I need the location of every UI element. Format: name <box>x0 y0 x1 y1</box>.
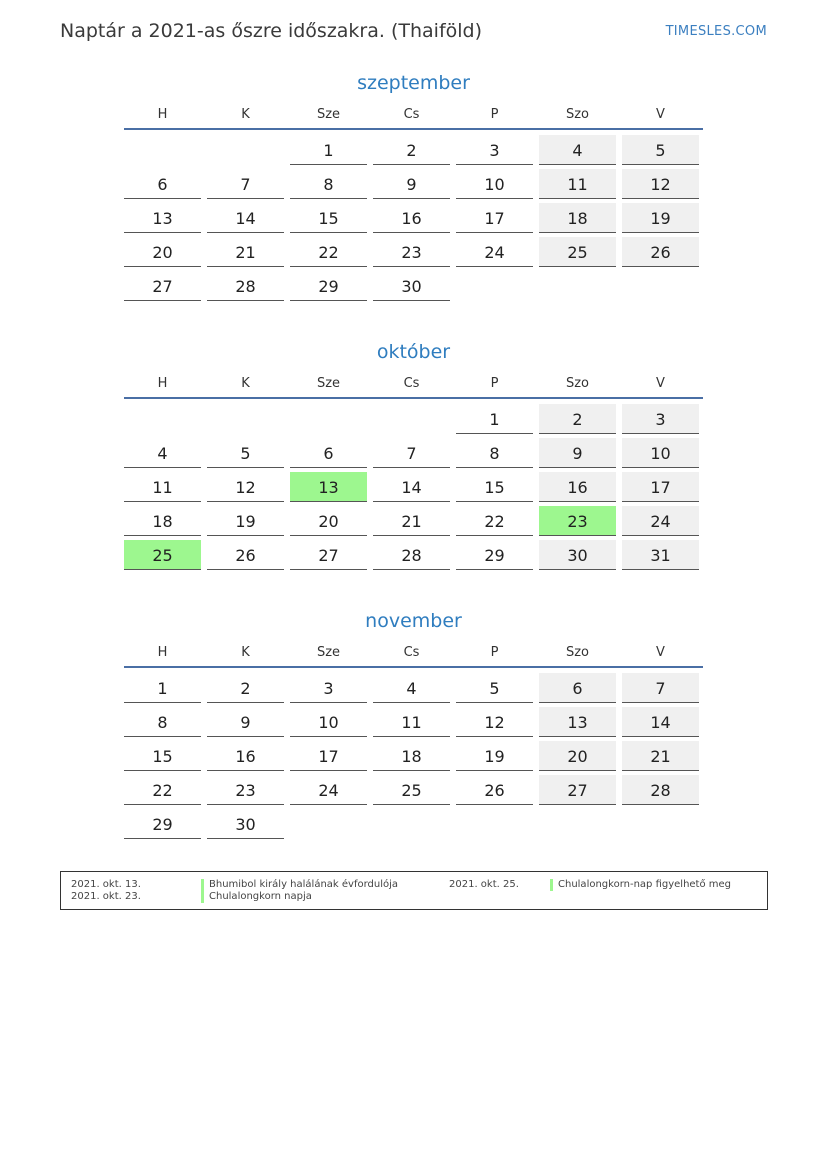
month-title: szeptember <box>357 72 470 94</box>
day-cell: 20 <box>539 741 616 771</box>
day-cell: 2 <box>207 673 284 703</box>
day-cell: 17 <box>290 741 367 771</box>
day-empty <box>622 271 699 301</box>
day-cell: 1 <box>124 673 201 703</box>
week-row <box>124 135 703 165</box>
day-cell: 18 <box>373 741 450 771</box>
day-cell: 2 <box>373 135 450 165</box>
weekday-label: Cs <box>403 376 420 391</box>
week-row <box>124 540 703 570</box>
day-cell: 20 <box>290 506 367 536</box>
weekday-label: Szo <box>565 376 590 391</box>
day-cell: 11 <box>124 472 201 502</box>
day-cell: 28 <box>373 540 450 570</box>
month-1 <box>124 339 703 570</box>
week-row <box>124 472 703 502</box>
weekday-label: P <box>490 376 499 391</box>
day-cell: 21 <box>373 506 450 536</box>
day-cell: 7 <box>373 438 450 468</box>
day-cell: 16 <box>373 203 450 233</box>
day-cell: 31 <box>622 540 699 570</box>
day-cell: 19 <box>456 741 533 771</box>
day-cell: 7 <box>622 673 699 703</box>
week-row <box>124 438 703 468</box>
day-cell: 18 <box>124 506 201 536</box>
week-row <box>124 169 703 199</box>
week-row <box>124 404 703 434</box>
day-cell: 23 <box>539 506 616 536</box>
day-empty <box>456 271 533 301</box>
day-cell: 10 <box>456 169 533 199</box>
page-title: Naptár a 2021-as őszre időszakra. (Thaiföld) <box>60 20 483 42</box>
day-cell: 17 <box>456 203 533 233</box>
weekday-label: Szo <box>565 645 590 660</box>
day-cell: 12 <box>456 707 533 737</box>
weekday-label: Sze <box>316 645 341 660</box>
day-cell: 19 <box>207 506 284 536</box>
week-row <box>124 203 703 233</box>
day-cell: 5 <box>622 135 699 165</box>
day-cell: 9 <box>373 169 450 199</box>
day-cell: 8 <box>456 438 533 468</box>
day-cell: 3 <box>622 404 699 434</box>
day-empty <box>124 404 201 434</box>
day-cell: 28 <box>622 775 699 805</box>
day-empty <box>207 404 284 434</box>
day-cell: 29 <box>290 271 367 301</box>
weekday-label: P <box>490 107 499 122</box>
legend-holiday-name: Bhumibol király halálának évfordulója <box>201 879 398 891</box>
day-cell: 21 <box>207 237 284 267</box>
day-cell: 26 <box>622 237 699 267</box>
day-empty <box>207 135 284 165</box>
day-cell: 22 <box>124 775 201 805</box>
weekday-header <box>124 106 703 130</box>
day-cell: 1 <box>456 404 533 434</box>
weekday-label: Cs <box>403 645 420 660</box>
day-empty <box>539 271 616 301</box>
day-cell: 20 <box>124 237 201 267</box>
day-cell: 22 <box>456 506 533 536</box>
day-cell: 26 <box>207 540 284 570</box>
day-cell: 30 <box>373 271 450 301</box>
day-cell: 9 <box>539 438 616 468</box>
day-cell: 15 <box>456 472 533 502</box>
week-row <box>124 707 703 737</box>
day-cell: 11 <box>539 169 616 199</box>
day-empty <box>373 404 450 434</box>
day-cell: 16 <box>207 741 284 771</box>
day-cell: 29 <box>456 540 533 570</box>
day-cell: 25 <box>539 237 616 267</box>
weekday-label: K <box>241 107 250 122</box>
day-cell: 6 <box>124 169 201 199</box>
day-cell: 12 <box>207 472 284 502</box>
day-cell: 15 <box>124 741 201 771</box>
day-cell: 13 <box>290 472 367 502</box>
day-cell: 8 <box>124 707 201 737</box>
legend-holiday-name: Chulalongkorn-nap figyelhető meg <box>550 879 731 891</box>
weekday-label: Cs <box>403 107 420 122</box>
weekday-header <box>124 644 703 668</box>
day-cell: 3 <box>290 673 367 703</box>
weekday-label: Sze <box>316 107 341 122</box>
month-2 <box>124 608 703 839</box>
week-row <box>124 809 703 839</box>
day-cell: 6 <box>539 673 616 703</box>
day-cell: 8 <box>290 169 367 199</box>
day-cell: 4 <box>373 673 450 703</box>
day-cell: 11 <box>373 707 450 737</box>
week-row <box>124 237 703 267</box>
day-cell: 10 <box>290 707 367 737</box>
month-title: október <box>376 341 451 363</box>
week-row <box>124 775 703 805</box>
day-cell: 27 <box>124 271 201 301</box>
legend-date: 2021. okt. 25. <box>449 879 519 890</box>
day-cell: 30 <box>539 540 616 570</box>
day-cell: 23 <box>207 775 284 805</box>
day-cell: 27 <box>539 775 616 805</box>
weekday-label: K <box>241 376 250 391</box>
weekday-label: Szo <box>565 107 590 122</box>
day-empty <box>373 809 450 839</box>
holiday-legend <box>60 871 768 910</box>
day-cell: 5 <box>207 438 284 468</box>
legend-date: 2021. okt. 13. <box>71 879 141 890</box>
weekday-label: H <box>157 645 168 660</box>
day-cell: 14 <box>622 707 699 737</box>
day-cell: 24 <box>290 775 367 805</box>
day-cell: 26 <box>456 775 533 805</box>
day-cell: 21 <box>622 741 699 771</box>
week-row <box>124 741 703 771</box>
day-cell: 27 <box>290 540 367 570</box>
day-cell: 24 <box>622 506 699 536</box>
day-cell: 22 <box>290 237 367 267</box>
day-cell: 4 <box>124 438 201 468</box>
month-0 <box>124 70 703 301</box>
day-cell: 7 <box>207 169 284 199</box>
day-empty <box>539 809 616 839</box>
day-cell: 12 <box>622 169 699 199</box>
week-row <box>124 673 703 703</box>
day-cell: 25 <box>373 775 450 805</box>
day-cell: 3 <box>456 135 533 165</box>
day-cell: 16 <box>539 472 616 502</box>
day-cell: 25 <box>124 540 201 570</box>
weekday-header <box>124 375 703 399</box>
day-cell: 2 <box>539 404 616 434</box>
day-cell: 9 <box>207 707 284 737</box>
day-cell: 14 <box>373 472 450 502</box>
day-cell: 28 <box>207 271 284 301</box>
day-cell: 23 <box>373 237 450 267</box>
week-row <box>124 506 703 536</box>
day-empty <box>456 809 533 839</box>
legend-holiday-name: Chulalongkorn napja <box>201 891 312 903</box>
day-empty <box>622 809 699 839</box>
weekday-label: Sze <box>316 376 341 391</box>
weekday-label: V <box>656 376 665 391</box>
day-cell: 17 <box>622 472 699 502</box>
legend-date: 2021. okt. 23. <box>71 891 141 902</box>
weekday-label: V <box>656 645 665 660</box>
day-empty <box>290 809 367 839</box>
day-cell: 29 <box>124 809 201 839</box>
month-title: november <box>365 610 462 632</box>
weekday-label: V <box>656 107 665 122</box>
day-cell: 5 <box>456 673 533 703</box>
day-cell: 6 <box>290 438 367 468</box>
day-cell: 13 <box>539 707 616 737</box>
weekday-label: H <box>157 107 168 122</box>
day-cell: 1 <box>290 135 367 165</box>
day-cell: 15 <box>290 203 367 233</box>
weekday-label: P <box>490 645 499 660</box>
day-empty <box>290 404 367 434</box>
weekday-label: K <box>241 645 250 660</box>
day-cell: 18 <box>539 203 616 233</box>
day-empty <box>124 135 201 165</box>
day-cell: 13 <box>124 203 201 233</box>
weekday-label: H <box>157 376 168 391</box>
day-cell: 14 <box>207 203 284 233</box>
day-cell: 30 <box>207 809 284 839</box>
week-row <box>124 271 703 301</box>
day-cell: 4 <box>539 135 616 165</box>
day-cell: 19 <box>622 203 699 233</box>
day-cell: 24 <box>456 237 533 267</box>
day-cell: 10 <box>622 438 699 468</box>
brand-link[interactable]: TIMESLES.COM <box>665 24 767 39</box>
